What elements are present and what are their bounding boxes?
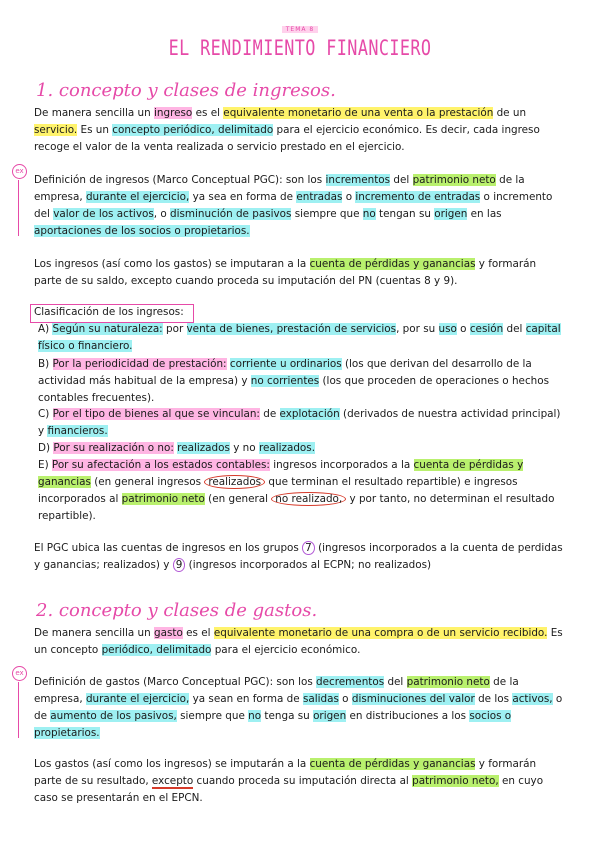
ex-badge-icon: ex: [12, 164, 27, 179]
section1-intro: De manera sencilla un ingreso es el equivalente monetario de una venta o la prestación de un servicio. Es un concepto periódico, delimitado para el ejercicio económico. Es decir, cada ingreso recoge el valor de la venta realizada o servicio prestado en el ejercicio.: [34, 107, 540, 153]
pgc-groups: El PGC ubica las cuentas de ingresos en los grupos 7 (ingresos incorporados a la cuenta de perdidas y ganancias; realizados) y 9 (ingresos incorporados al ECPN; no realizados): [34, 542, 563, 571]
section2-heading: 2. concepto y clases de gastos.: [36, 600, 318, 621]
section2-imputation: Los gastos (así como los ingresos) se imputarán a la cuenta de pérdidas y ganancias y formarán parte de su resultado, excepto cuando proceda su imputación directa al patrimonio neto, en cuyo caso se presentarán en el EPCN.: [34, 758, 544, 804]
section2-intro: De manera sencilla un gasto es el equivalente monetario de una compra o de un servicio recibido. Es un concepto periódico, delimitado para el ejercicio económico.: [34, 627, 563, 656]
section1-definition: Definición de ingresos (Marco Conceptual PGC): son los incrementos del patrimonio neto de la empresa, durante el ejercicio, ya sea en forma de entradas o incremento de entradas o incremento del valor de los activos, o disminución de pasivos siempre que no tengan su origen en las aportaciones de los socios o propietarios.: [34, 174, 553, 237]
classification-title: Clasificación de los ingresos:: [34, 306, 184, 318]
classification-C: C) Por el tipo de bienes al que se vinculan: de explotación (derivados de nuestra actividad principal) y financieros.: [38, 408, 561, 437]
classification-D: D) Por su realización o no: realizados y no realizados.: [38, 442, 316, 454]
section1-imputation: Los ingresos (así como los gastos) se imputaran a la cuenta de pérdidas y ganancias y formarán parte de su saldo, excepto cuando proceda su imputación del PN (cuentas 8 y 9).: [34, 258, 537, 287]
ex-badge-icon: ex: [12, 666, 27, 681]
classification-A: A) Según su naturaleza: por venta de bienes, prestación de servicios, por su uso o cesión del capital físico o financiero.: [38, 323, 561, 352]
section1-heading: 1. concepto y clases de ingresos.: [36, 80, 336, 101]
tema-label: TEMA 8: [0, 26, 600, 33]
classification-E: E) Por su afectación a los estados contables: ingresos incorporados a la cuenta de pérdidas y ganancias (en general ingresos realizados que terminan el resultado repartible) e ingresos incorporados al patrimonio neto (en general no realizado, y por tanto, no determinan el resultado repartible).: [38, 459, 555, 522]
classification-B: B) Por la periodicidad de prestación: corriente u ordinarios (los que derivan del desarrollo de la actividad más habitual de la empresa) y no corrientes (los que proceden de operaciones o hechos contables frecuentes).: [38, 358, 550, 404]
margin-bracket: [18, 180, 23, 236]
margin-bracket: [18, 682, 23, 738]
section2-definition: Definición de gastos (Marco Conceptual PGC): son los decrementos del patrimonio neto de la empresa, durante el ejercicio, ya sean en forma de salidas o disminuciones del valor de los activos, o de aumento de los pasivos, siempre que no tenga su origen en distribuciones a los socios o propietarios.: [34, 676, 563, 739]
page-title: EL RENDIMIENTO FINANCIERO: [168, 36, 432, 60]
